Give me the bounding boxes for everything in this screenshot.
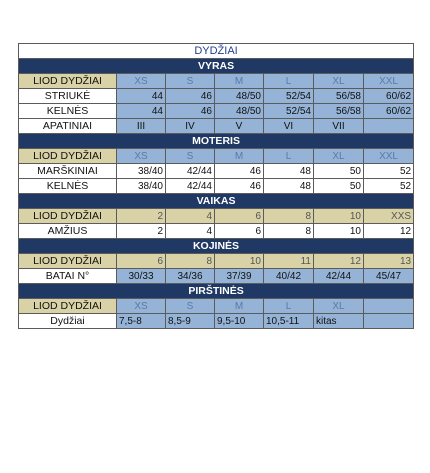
- size-header-cell: S: [166, 74, 215, 89]
- size-header-cell: XS: [117, 74, 166, 89]
- table-cell: 8: [264, 224, 314, 239]
- table-cell: III: [117, 119, 166, 134]
- table-cell: IV: [166, 119, 215, 134]
- table-cell: 44: [117, 89, 166, 104]
- table-cell: 42/44: [166, 164, 215, 179]
- size-header-cell: L: [264, 299, 314, 314]
- size-header-cell: 6: [215, 209, 264, 224]
- table-cell: 42/44: [314, 269, 364, 284]
- table-cell: 48/50: [215, 89, 264, 104]
- section-row-vaikas: [19, 194, 414, 209]
- table-cell: 50: [314, 164, 364, 179]
- table-cell: 56/58: [314, 104, 364, 119]
- size-header-row: [19, 299, 414, 314]
- table-cell: 44: [117, 104, 166, 119]
- size-header-label: LIOD DYDŽIAI: [19, 209, 117, 224]
- section-row-vyras: [19, 59, 414, 74]
- table-cell: 46: [166, 89, 215, 104]
- table-cell: 6: [215, 224, 264, 239]
- table-cell: 48/50: [215, 104, 264, 119]
- section-title-vaikas: VAIKAS: [19, 194, 414, 209]
- size-header-cell: XL: [314, 74, 364, 89]
- size-header-row: [19, 149, 414, 164]
- table-cell: 56/58: [314, 89, 364, 104]
- section-title-vyras: VYRAS: [19, 59, 414, 74]
- table-cell: 42/44: [166, 179, 215, 194]
- table-cell: 52: [364, 164, 414, 179]
- table-cell: kitas: [314, 314, 364, 329]
- size-header-row: [19, 254, 414, 269]
- size-header-cell: XS: [117, 299, 166, 314]
- table-cell: 48: [264, 164, 314, 179]
- size-header-cell: L: [264, 74, 314, 89]
- size-chart-table: [18, 43, 414, 329]
- table-cell: 38/40: [117, 179, 166, 194]
- section-row-pirstines: [19, 284, 414, 299]
- table-cell: 30/33: [117, 269, 166, 284]
- table-row: [19, 164, 414, 179]
- table-cell: 46: [166, 104, 215, 119]
- section-title-moteris: MOTERIS: [19, 134, 414, 149]
- size-header-cell: XXS: [364, 209, 414, 224]
- size-header-row: [19, 74, 414, 89]
- table-row: [19, 89, 414, 104]
- table-cell: 40/42: [264, 269, 314, 284]
- size-header-label: LIOD DYDŽIAI: [19, 74, 117, 89]
- size-header-cell: L: [264, 149, 314, 164]
- row-label: Dydžiai: [19, 314, 117, 329]
- table-cell: VI: [264, 119, 314, 134]
- row-label: STRIUKĖ: [19, 89, 117, 104]
- row-label: APATINIAI: [19, 119, 117, 134]
- table-cell: 34/36: [166, 269, 215, 284]
- size-header-cell: M: [215, 74, 264, 89]
- table-cell: 4: [166, 224, 215, 239]
- table-cell: 7,5-8: [117, 314, 166, 329]
- size-header-label: LIOD DYDŽIAI: [19, 299, 117, 314]
- row-label: AMŽIUS: [19, 224, 117, 239]
- table-row: [19, 269, 414, 284]
- table-cell: VII: [314, 119, 364, 134]
- size-header-row: [19, 209, 414, 224]
- row-label: KELNĖS: [19, 104, 117, 119]
- size-header-cell: 4: [166, 209, 215, 224]
- table-cell: 8,5-9: [166, 314, 215, 329]
- size-header-cell: 8: [166, 254, 215, 269]
- table-row: [19, 224, 414, 239]
- table-cell: 60/62: [364, 104, 414, 119]
- table-cell: 52/54: [264, 104, 314, 119]
- size-header-cell: XS: [117, 149, 166, 164]
- table-cell: 10,5-11: [264, 314, 314, 329]
- table-cell: 52/54: [264, 89, 314, 104]
- table-cell: 2: [117, 224, 166, 239]
- size-header-label: LIOD DYDŽIAI: [19, 149, 117, 164]
- table-cell: 38/40: [117, 164, 166, 179]
- section-row-kojines: [19, 239, 414, 254]
- size-header-cell: 11: [264, 254, 314, 269]
- table-row: [19, 104, 414, 119]
- table-cell: 52: [364, 179, 414, 194]
- row-label: KELNĖS: [19, 179, 117, 194]
- size-header-cell: XL: [314, 299, 364, 314]
- size-header-cell: 12: [314, 254, 364, 269]
- size-header-cell: 2: [117, 209, 166, 224]
- table-cell: [364, 314, 414, 329]
- size-header-cell: S: [166, 299, 215, 314]
- size-header-cell: 13: [364, 254, 414, 269]
- size-header-cell: 8: [264, 209, 314, 224]
- table-cell: 48: [264, 179, 314, 194]
- size-header-cell: 6: [117, 254, 166, 269]
- table-row: [19, 119, 414, 134]
- table-cell: 46: [215, 164, 264, 179]
- section-title-kojines: KOJINĖS: [19, 239, 414, 254]
- size-header-cell: M: [215, 149, 264, 164]
- chart-title: DYDŽIAI: [19, 44, 414, 59]
- table-cell: 9,5-10: [215, 314, 264, 329]
- size-header-cell: XXL: [364, 74, 414, 89]
- size-header-cell: XL: [314, 149, 364, 164]
- table-cell: 37/39: [215, 269, 264, 284]
- table-row: [19, 314, 414, 329]
- table-cell: 46: [215, 179, 264, 194]
- size-header-cell: 10: [215, 254, 264, 269]
- size-header-cell: [364, 299, 414, 314]
- row-label: BATAI N°: [19, 269, 117, 284]
- section-title-pirstines: PIRŠTINĖS: [19, 284, 414, 299]
- title-row: [19, 44, 414, 59]
- table-cell: [364, 119, 414, 134]
- table-row: [19, 179, 414, 194]
- section-row-moteris: [19, 134, 414, 149]
- table-cell: V: [215, 119, 264, 134]
- table-cell: 60/62: [364, 89, 414, 104]
- size-header-label: LIOD DYDŽIAI: [19, 254, 117, 269]
- table-cell: 12: [364, 224, 414, 239]
- table-cell: 50: [314, 179, 364, 194]
- table-cell: 45/47: [364, 269, 414, 284]
- size-header-cell: S: [166, 149, 215, 164]
- table-cell: 10: [314, 224, 364, 239]
- size-header-cell: M: [215, 299, 264, 314]
- size-header-cell: 10: [314, 209, 364, 224]
- row-label: MARŠKINIAI: [19, 164, 117, 179]
- size-header-cell: XXL: [364, 149, 414, 164]
